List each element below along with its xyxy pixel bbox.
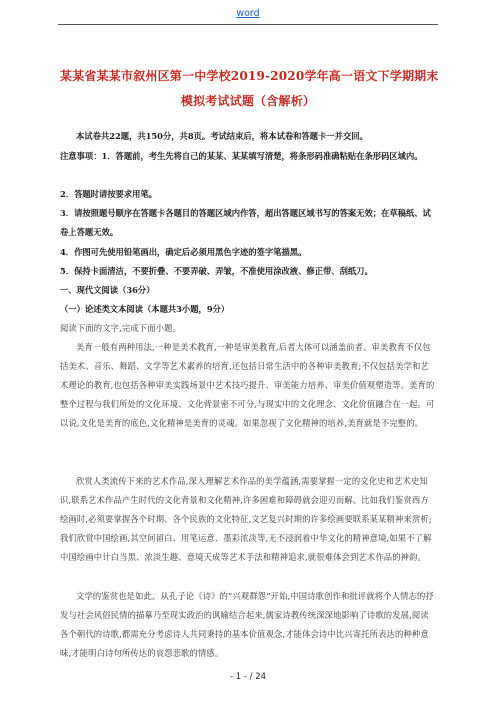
document-title-line2: 模拟考试试题（含解析）: [180, 94, 316, 108]
notice-item-2: 2．答题时请按要求用笔。: [60, 189, 158, 199]
header-word-link[interactable]: word: [236, 8, 260, 19]
header-divider: [58, 24, 438, 25]
page-number: - 1 - / 24: [229, 672, 267, 682]
notice-item-1: 注意事项：1．答题前，考生先将自己的某某、某某填写清楚，将条形码准确粘贴在条形码区域内。: [60, 151, 423, 161]
notice-item-3: 3．请按照题号顺序在答题卡各题目的答题区域内作答，超出答题区域书写的答案无效；在草稿纸、试卷上答题无效。: [60, 208, 431, 237]
reading-instruction: 阅读下面的文字,完成下面小题。: [60, 323, 182, 333]
section-heading: 一、现代文阅读（36分）: [60, 285, 155, 295]
passage-paragraph-1: 美育一般有两种用法,一种是美术教育,一种是审美教育,后者大体可以涵盖前者。审美教育不仅包括美术、音乐、舞蹈、文学等艺术素养的培育,还包括日常生活中的各种审美教育;不仅包括美学和艺术理论的教育,也包括各种审美实践场景中艺术技巧提升、审美能力培养、审美价值观塑造等。美育的整个过程与我们所处的文化环境、文化背景密不可分,与现实中的文化理念、文化价值融合在一起。可以说,文化是美育的底色,文化精神是美育的灵魂。如果忽视了文化精神的培养,美育就是不完整的。: [60, 342, 435, 428]
passage-paragraph-2: 欣赏人类流传下来的艺术作品,深入理解艺术作品的美学蕴涵,需要掌握一定的文化史和艺术史知识,联系艺术作品产生时代的文化背景和文化精神,许多困难和障碍就会迎刃而解。比如我们鉴赏西方绘画时,必须要掌握各个时期、各个民族的文化特征,文艺复兴时期的许多绘画要联系某某精神来赏析;我们欣赏中国绘画,其空间留白、用笔运意、墨彩浓淡等,无不浸润着中华文化的精神意境,如果不了解中国绘画中计白当黑、浓淡生趣、意境天成等艺术手法和精神追求,就很难体会到艺术作品的神韵。: [60, 476, 432, 562]
notice-item-4: 4．作图可先使用铅笔画出，确定后必须用黑色字迹的签字笔描黑。: [60, 247, 307, 257]
section-subheading: （一）论述类文本阅读（本题共3小题，9分）: [60, 304, 230, 314]
document-title-line1: 某某省某某市叙州区第一中学校2019-2020学年高一语文下学期期末: [60, 69, 439, 83]
notice-item-5: 5．保持卡面清洁，不要折叠、不要弄破、弄皱，不准使用涂改液、修正带、刮纸刀。: [60, 266, 373, 276]
passage-paragraph-3: 文学的鉴赏也是如此。从孔子论《诗》的“兴观群怨”开始,中国诗歌创作和批评就将个人情志的抒发与社会风俗民情的描摹乃至现实政治的讽喻结合起来,儒家诗教传统深深地影响了诗歌的发展,阅读各个朝代的诗歌,都需充分考虑诗人共同秉持的基本价值观念,才能体会诗中比兴寄托所表达的种种意味,才能明白诗句所传达的哀怨悲歌的情感。: [60, 591, 434, 658]
exam-intro: 本试卷共22题，共150分，共8页。考试结束后，将本试卷和答题卡一并交回。: [76, 131, 368, 141]
